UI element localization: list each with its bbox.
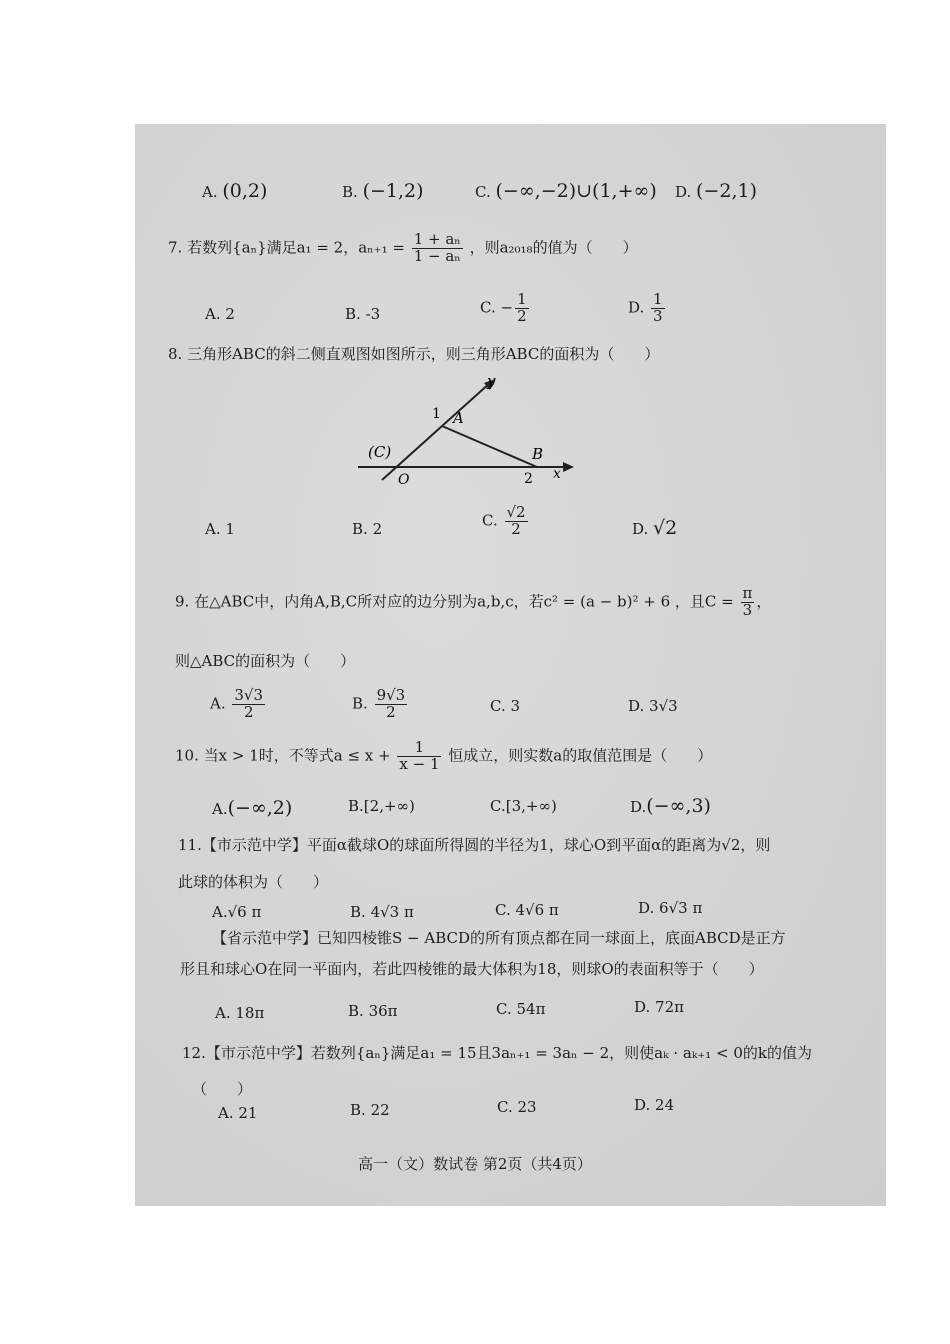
q7-option-c: C. − $\frac{1}{2}$ [480, 290, 527, 325]
q6-option-c: C. (−∞,−2)∪(1,+∞) [475, 180, 657, 202]
question-11-line2: 此球的体积为（ ） [178, 873, 329, 891]
q11-option-a: A.√6 π [212, 903, 262, 921]
q8-option-a: A. 1 [205, 520, 235, 538]
question-9: 9. 在△ABC中，内角A,B,C所对应的边分别为a,b,c，若c² = (a − b)² + 6 ，且C = $\frac{\pi}{3}$ ， [175, 584, 772, 619]
q8-option-c: C. $\frac{√2}{2}$ [482, 503, 526, 538]
question-10: 10. 当x > 1时，不等式a ≤ x + $\frac{1}{x - 1}$ 恒成立，则实数a的取值范围是（ ） [175, 738, 713, 773]
label-o: O [398, 472, 410, 488]
label-x: x [553, 466, 561, 482]
q11-alt-option-b: B. 36π [348, 1002, 398, 1020]
q9-fraction: $\frac{\pi}{3}$ [742, 584, 753, 619]
question-7: 7. 若数列{aₙ}满足a₁ = 2，aₙ₊₁ = $\frac{\text{1 + aₙ}}{\text{1 − aₙ}}$ ，则a₂₀₁₈的值为（ ） [168, 230, 638, 265]
q8-option-d: D. √2 [632, 517, 678, 539]
label-y: y [487, 374, 496, 390]
question-11: 11.【市示范中学】平面α截球O的球面所得圆的半径为1，球心O到平面α的距离为√2，则 [178, 836, 771, 854]
question-12-line2: （ ） [192, 1080, 253, 1098]
question-12: 12.【市示范中学】若数列{aₙ}满足a₁ = 15且3aₙ₊₁ = 3aₙ − 2，则使aₖ · aₖ₊₁ < 0的k的值为 [182, 1044, 812, 1062]
q12-option-a: A. 21 [218, 1104, 258, 1122]
q11-alt-option-a: A. 18π [215, 1004, 265, 1022]
q10-option-b: B.[2,+∞) [348, 797, 415, 815]
question-9-line2: 则△ABC的面积为（ ） [175, 652, 356, 670]
q11-alt-option-d: D. 72π [634, 998, 684, 1016]
q9-option-c: C. 3 [490, 697, 521, 715]
page-footer: 高一（文）数试卷 第2页（共4页） [358, 1155, 592, 1173]
q10-option-d: D.(−∞,3) [630, 795, 711, 817]
q9-option-a: A. $\frac{3√3}{2}$ [210, 686, 264, 721]
q9-option-b: B. $\frac{9√3}{2}$ [352, 686, 406, 721]
oblique-projection-figure [350, 374, 590, 489]
q6-option-a: A. (0,2) [202, 180, 268, 202]
q8-option-b: B. 2 [352, 520, 383, 538]
q9-option-d: D. 3√3 [628, 697, 678, 715]
question-8: 8. 三角形ABC的斜二侧直观图如图所示，则三角形ABC的面积为（ ） [168, 345, 660, 363]
q10-fraction: $\frac{1}{x - 1}$ [399, 738, 440, 773]
q6-option-d: D. (−2,1) [675, 180, 758, 202]
question-11-alt-line2: 形且和球心O在同一平面内，若此四棱锥的最大体积为18，则球O的表面积等于（ ） [180, 960, 764, 978]
label-a: A [453, 409, 464, 427]
q6-option-b: B. (−1,2) [342, 180, 424, 202]
label-c: (C) [368, 443, 392, 461]
q7-fraction: $\frac{\text{1 + aₙ}}{\text{1 − aₙ}}$ [413, 230, 461, 265]
q7-option-a: A. 2 [205, 305, 235, 323]
question-11-alt: 【省示范中学】已知四棱锥S − ABCD的所有顶点都在同一球面上，底面ABCD是正方 [212, 929, 786, 947]
q10-option-c: C.[3,+∞) [490, 797, 557, 815]
q7-option-b: B. -3 [345, 305, 381, 323]
label-1: 1 [432, 406, 441, 422]
q7-option-d: D. $\frac{1}{3}$ [628, 290, 663, 325]
q12-option-b: B. 22 [350, 1101, 390, 1119]
q11-alt-option-c: C. 54π [496, 1000, 546, 1018]
q11-option-b: B. 4√3 π [350, 903, 414, 921]
label-2: 2 [524, 471, 533, 487]
label-b: B [532, 445, 544, 463]
q12-option-c: C. 23 [497, 1098, 537, 1116]
segment-ab [442, 426, 537, 467]
y-axis [382, 382, 491, 480]
q11-option-d: D. 6√3 π [638, 899, 703, 917]
x-axis-arrow-icon [563, 462, 574, 472]
q11-option-c: C. 4√6 π [495, 901, 559, 919]
q10-option-a: A.(−∞,2) [212, 797, 293, 819]
q12-option-d: D. 24 [634, 1096, 675, 1114]
